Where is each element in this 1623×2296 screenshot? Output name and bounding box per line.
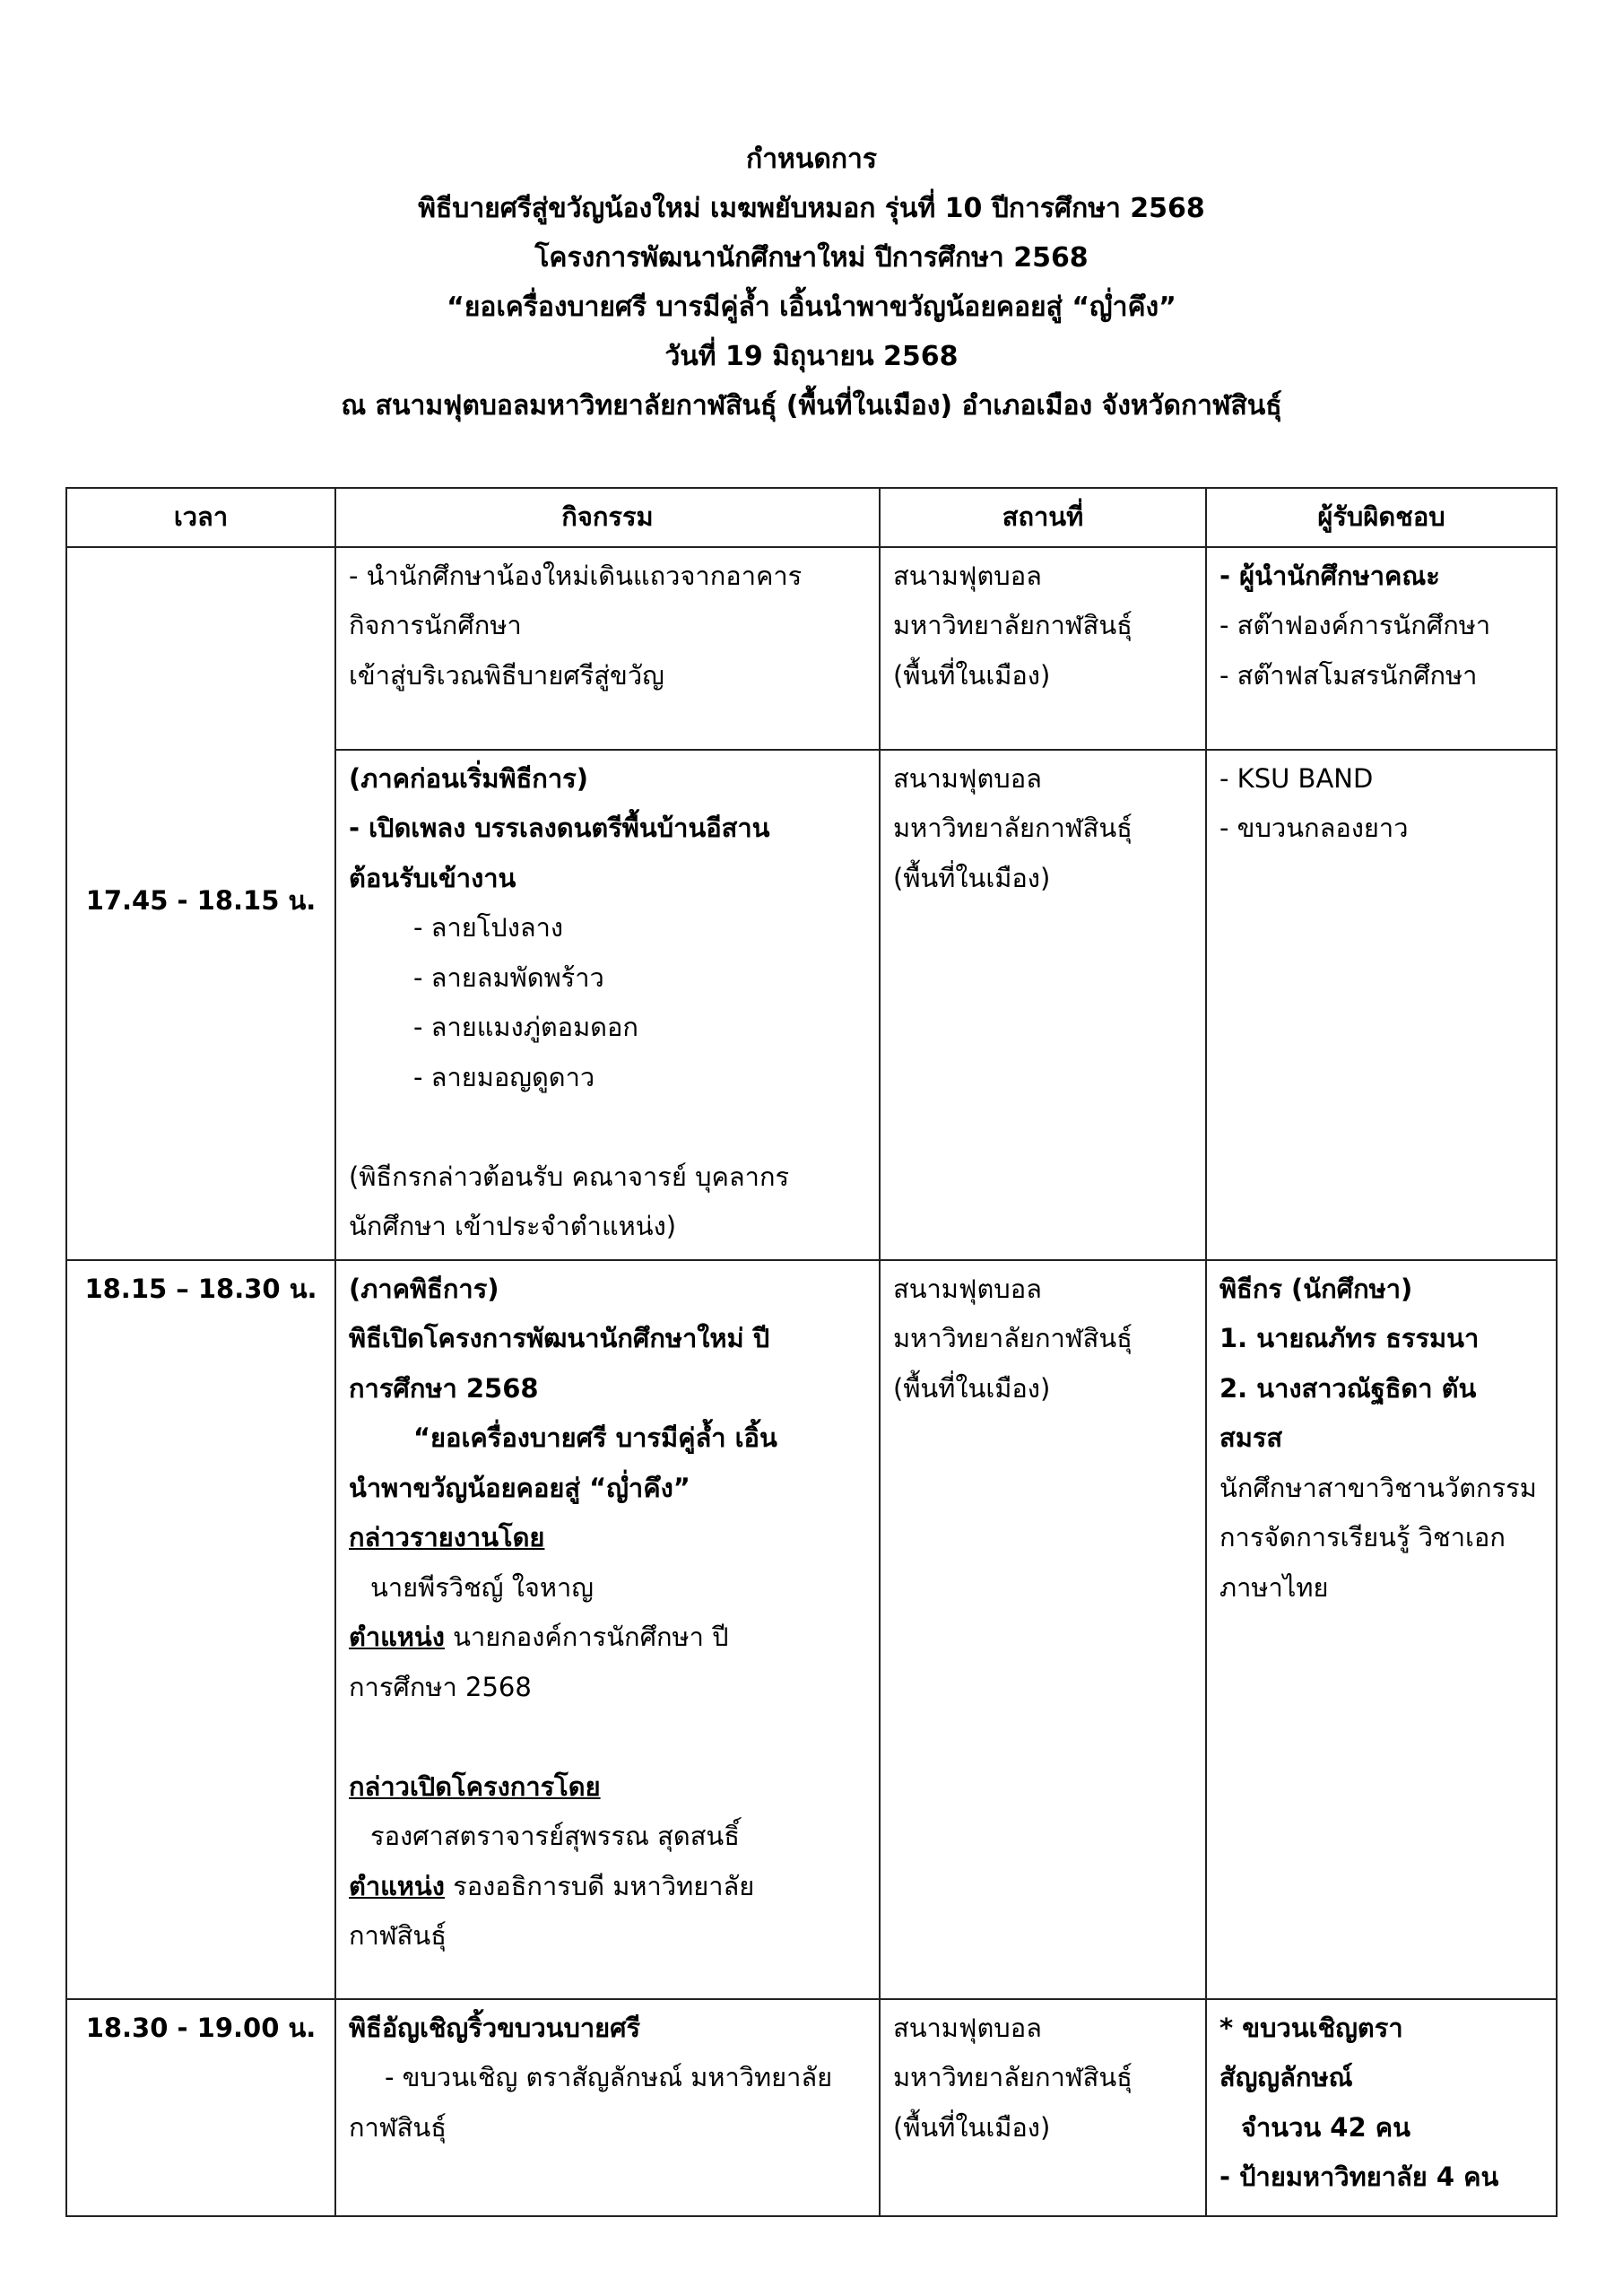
venue-line: มหาวิทยาลัยกาฬสินธุ์ xyxy=(893,2062,1133,2092)
responsible-line: 1. นายณภัทร ธรรมนา xyxy=(1219,1323,1480,1353)
report-name: นายพีรวิชญ์ ใจหาญ xyxy=(370,1571,594,1603)
responsible-line: - ผู้นำนักศึกษาคณะ xyxy=(1219,560,1440,591)
responsible-line: ภาษาไทย xyxy=(1219,1571,1329,1603)
responsible-line: นักศึกษาสาขาวิชานวัตกรรม xyxy=(1219,1472,1537,1503)
venue-cell xyxy=(880,750,1206,1260)
open-name: รองศาสตราจารย์สุพรรณ สุดสนธิ์ xyxy=(370,1821,740,1851)
activity-cell xyxy=(335,1999,880,2216)
responsible-line: 2. นางสาวณัฐธิดา ตัน xyxy=(1219,1372,1477,1404)
activity-line: เข้าสู่บริเวณพิธีบายศรีสู่ขวัญ xyxy=(349,659,664,691)
schedule-table xyxy=(65,487,1558,2217)
activity-heading: พิธีอัญเชิญริ้วขบวนบายศรี xyxy=(349,2012,641,2043)
responsible-cell xyxy=(1206,1260,1557,1999)
time-cell: 17.45 - 18.15 น. xyxy=(66,547,335,1260)
report-position-cont: การศึกษา 2568 xyxy=(349,1671,532,1702)
venue-line: มหาวิทยาลัยกาฬสินธุ์ xyxy=(893,1323,1133,1353)
header-activity: กิจกรรม xyxy=(335,488,880,547)
activity-line: พิธีเปิดโครงการพัฒนานักศึกษาใหม่ ปี xyxy=(349,1323,770,1353)
venue-cell xyxy=(880,547,1206,750)
venue-cell xyxy=(880,1260,1206,1999)
title-line: กำหนดการ xyxy=(746,144,877,175)
position-text: รองอธิการบดี มหาวิทยาลัย xyxy=(444,1870,755,1901)
responsible-line: สัญญลักษณ์ xyxy=(1219,2062,1353,2092)
venue-line: สนามฟุตบอล xyxy=(893,1273,1042,1304)
open-label: กล่าวเปิดโครงการโดย xyxy=(349,1770,601,1802)
activity-heading: (ภาคพิธีการ) xyxy=(349,1273,499,1304)
position-label: ตำแหน่ง xyxy=(349,1870,445,1901)
report-position xyxy=(349,1613,866,1663)
activity-line: กิจการนักศึกษา xyxy=(349,610,522,640)
activity-line: กาฬสินธุ์ xyxy=(349,2111,447,2143)
title-line: “ยอเครื่องบายศรี บารมีคู่ล้ำ เอิ้นนำพาขวัญน้อยคอยสู่ “ญ่ำคึง” xyxy=(447,291,1176,323)
responsible-line: - สต๊าฟองค์การนักศึกษา xyxy=(1219,610,1491,640)
table-row xyxy=(66,1260,1557,1999)
responsible-line: - สต๊าฟสโมสรนักศึกษา xyxy=(1219,659,1478,691)
theme-line: นำพาขวัญน้อยคอยสู่ “ญ่ำคึง” xyxy=(349,1472,690,1503)
song-item: - ลายแมงภู่ตอมดอก xyxy=(413,1012,638,1042)
responsible-cell xyxy=(1206,750,1557,1260)
open-position xyxy=(349,1862,866,1912)
activity-cell xyxy=(335,547,880,750)
position-label: ตำแหน่ง xyxy=(349,1622,445,1652)
responsible-cell xyxy=(1206,547,1557,750)
open-position-cont: กาฬสินธุ์ xyxy=(349,1920,447,1951)
activity-line: การศึกษา 2568 xyxy=(349,1372,539,1404)
song-item: - ลายมอญดูดาว xyxy=(413,1061,595,1092)
title-line: วันที่ 19 มิถุนายน 2568 xyxy=(664,341,959,372)
venue-line: (พื้นที่ในเมือง) xyxy=(893,1372,1051,1404)
venue-line: (พื้นที่ในเมือง) xyxy=(893,659,1051,691)
song-item: - ลายลมพัดพร้าว xyxy=(413,961,604,993)
responsible-line: พิธีกร (นักศึกษา) xyxy=(1219,1273,1413,1304)
title-line: ณ สนามฟุตบอลมหาวิทยาลัยกาฬสินธุ์ (พื้นที่ในเมือง) อำเภอเมือง จังหวัดกาฬสินธุ์ xyxy=(341,390,1282,422)
activity-cell xyxy=(335,1260,880,1999)
venue-line: สนามฟุตบอล xyxy=(893,762,1042,794)
venue-cell xyxy=(880,1999,1206,2216)
responsible-line: สมรส xyxy=(1219,1422,1283,1453)
header-time: เวลา xyxy=(66,488,335,547)
responsible-cell xyxy=(1206,1999,1557,2216)
venue-line: สนามฟุตบอล xyxy=(893,2012,1042,2043)
time-cell: 18.30 - 19.00 น. xyxy=(66,1999,335,2216)
venue-line: (พื้นที่ในเมือง) xyxy=(893,2111,1051,2143)
activity-note: (พิธีกรกล่าวต้อนรับ คณาจารย์ บุคลากร xyxy=(349,1161,790,1192)
header-venue: สถานที่ xyxy=(880,488,1206,547)
activity-line: - นำนักศึกษาน้องใหม่เดินแถวจากอาคาร xyxy=(349,560,803,591)
activity-heading: (ภาคก่อนเริ่มพิธีการ) xyxy=(349,762,588,794)
venue-line: มหาวิทยาลัยกาฬสินธุ์ xyxy=(893,610,1133,640)
table-header-row xyxy=(66,488,1557,547)
position-text: นายกองค์การนักศึกษา ปี xyxy=(444,1622,729,1652)
activity-cell xyxy=(335,750,880,1260)
table-row xyxy=(66,1999,1557,2216)
activity-line: ต้อนรับเข้างาน xyxy=(349,862,516,893)
song-item: - ลายโปงลาง xyxy=(413,912,564,943)
activity-note: นักศึกษา เข้าประจำตำแหน่ง) xyxy=(349,1211,677,1241)
document-title xyxy=(0,135,1623,430)
responsible-line: จำนวน 42 คน xyxy=(1241,2111,1410,2143)
responsible-line: - ป้ายมหาวิทยาลัย 4 คน xyxy=(1219,2161,1499,2192)
venue-line: สนามฟุตบอล xyxy=(893,560,1042,591)
header-responsible: ผู้รับผิดชอบ xyxy=(1206,488,1557,547)
venue-line: (พื้นที่ในเมือง) xyxy=(893,862,1051,893)
title-line: พิธีบายศรีสู่ขวัญน้องใหม่ เมฆพยับหมอก รุ่นที่ 10 ปีการศึกษา 2568 xyxy=(418,193,1205,224)
venue-line: มหาวิทยาลัยกาฬสินธุ์ xyxy=(893,813,1133,843)
time-cell: 18.15 – 18.30 น. xyxy=(66,1260,335,1999)
responsible-line: - ขบวนกลองยาว xyxy=(1219,813,1409,843)
report-label: กล่าวรายงานโดย xyxy=(349,1522,545,1552)
activity-line: - ขบวนเชิญ ตราสัญลักษณ์ มหาวิทยาลัย xyxy=(385,2062,833,2092)
responsible-line: การจัดการเรียนรู้ วิชาเอก xyxy=(1219,1522,1506,1552)
activity-line: - เปิดเพลง บรรเลงดนตรีพื้นบ้านอีสาน xyxy=(349,813,770,843)
responsible-line: - KSU BAND xyxy=(1219,762,1374,794)
table-row xyxy=(66,547,1557,750)
responsible-line: * ขบวนเชิญตรา xyxy=(1219,2012,1403,2043)
theme-line: “ยอเครื่องบายศรี บารมีคู่ล้ำ เอิ้น xyxy=(413,1422,777,1453)
title-line: โครงการพัฒนานักศึกษาใหม่ ปีการศึกษา 2568 xyxy=(534,242,1089,274)
